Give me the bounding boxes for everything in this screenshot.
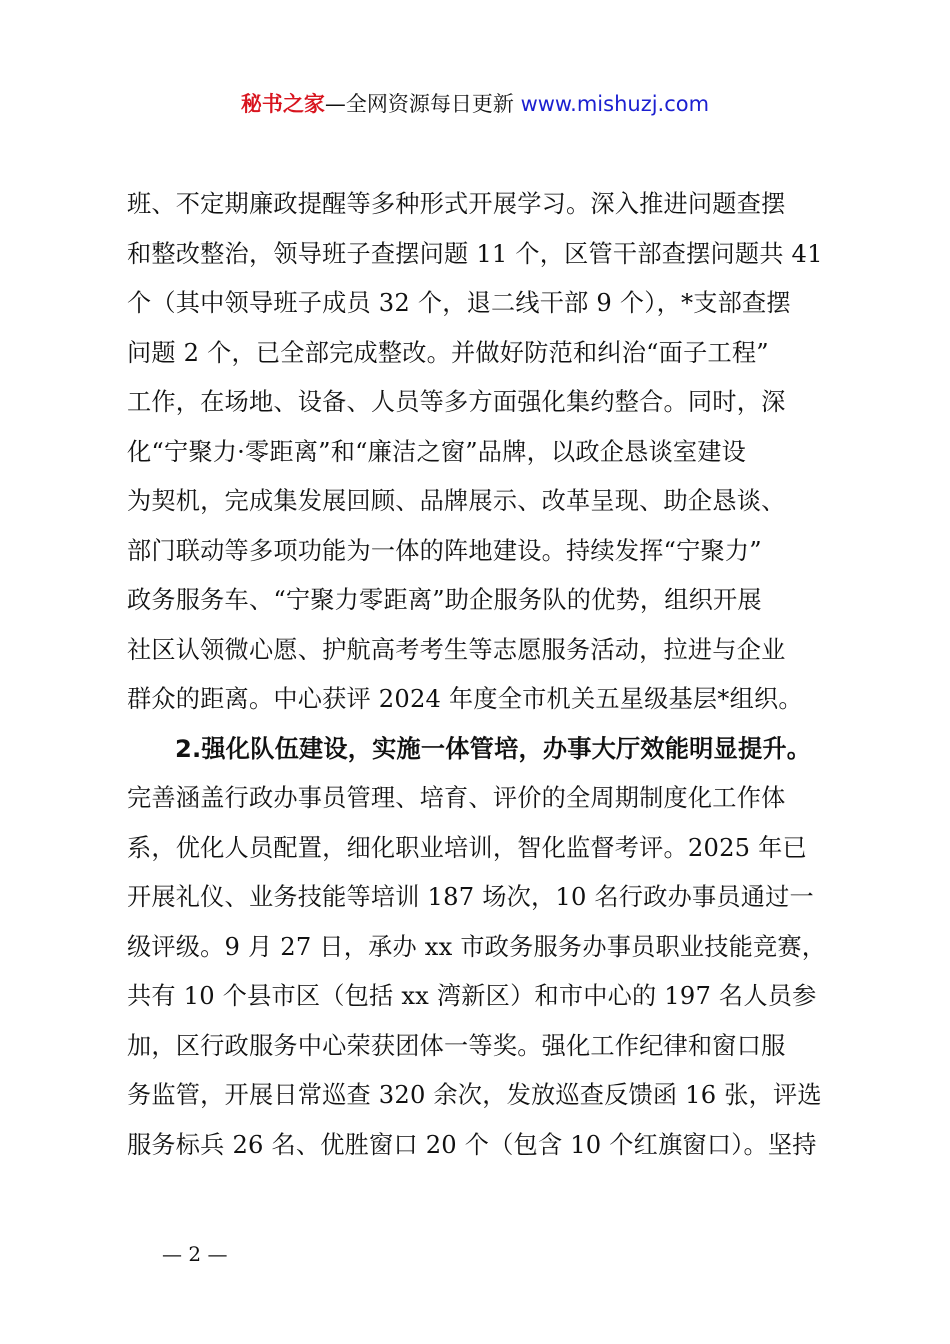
text-line: 群众的距离。中心获评 2024 年度全市机关五星级基层*组织。 xyxy=(127,685,803,713)
text-line: 为契机，完成集发展回顾、品牌展示、改革呈现、助企恳谈、 xyxy=(127,487,786,515)
header-slogan: —全网资源每日更新 xyxy=(324,92,521,116)
section-heading: 2.强化队伍建设，实施一体管培，办事大厅效能明显提升。 xyxy=(175,734,812,763)
brand-name: 秘书之家 xyxy=(240,92,325,116)
paragraph-1 xyxy=(127,180,835,725)
text-line: 服务标兵 26 名、优胜窗口 20 个（包含 10 个红旗窗口）。坚持 xyxy=(127,1130,817,1159)
text-line: 加，区行政服务中心荣获团体一等奖。强化工作纪律和窗口服 xyxy=(127,1031,786,1060)
text-line: 务监管，开展日常巡查 320 余次，发放巡查反馈函 16 张，评选 xyxy=(127,1081,822,1109)
text-line: 政务服务车、“宁聚力零距离”助企服务队的优势，组织开展 xyxy=(127,586,762,614)
text-line: 开展礼仪、业务技能等培训 187 场次，10 名行政办事员通过一 xyxy=(127,883,814,911)
page-number: — 2 — xyxy=(162,1242,228,1266)
text-line: 工作，在场地、设备、人员等多方面强化集约整合。同时，深 xyxy=(127,388,786,416)
text-line: 班、不定期廉政提醒等多种形式开展学习。深入推进问题查摆 xyxy=(127,190,786,218)
text-line: 级评级。9 月 27 日，承办 xx 市政务服务办事员职业技能竞赛， xyxy=(127,932,827,961)
text-line: 化“宁聚力·零距离”和“廉洁之窗”品牌，以政企恳谈室建设 xyxy=(127,437,747,466)
text-line: 部门联动等多项功能为一体的阵地建设。持续发挥“宁聚力” xyxy=(127,536,762,565)
text-line: 问题 2 个，已全部完成整改。并做好防范和纠治“面子工程” xyxy=(127,338,769,367)
document-body xyxy=(127,180,835,1170)
text-line: 共有 10 个县市区（包括 xx 湾新区）和市中心的 197 名人员参 xyxy=(127,982,817,1010)
text-line: 社区认领微心愿、护航高考考生等志愿服务活动，拉进与企业 xyxy=(127,635,786,664)
site-url[interactable]: www.mishuzj.com xyxy=(520,92,710,116)
site-header xyxy=(0,88,950,120)
text-line: 系，优化人员配置，细化职业培训，智化监督考评。2025 年已 xyxy=(127,833,807,862)
text-line: 个（其中领导班子成员 32 个，退二线干部 9 个），*支部查摆 xyxy=(127,289,791,317)
section-2 xyxy=(127,725,835,1171)
text-line: 和整改整治，领导班子查摆问题 11 个，区管干部查摆问题共 41 xyxy=(127,239,823,268)
text-line: 完善涵盖行政办事员管理、培育、评价的全周期制度化工作体 xyxy=(127,784,786,812)
